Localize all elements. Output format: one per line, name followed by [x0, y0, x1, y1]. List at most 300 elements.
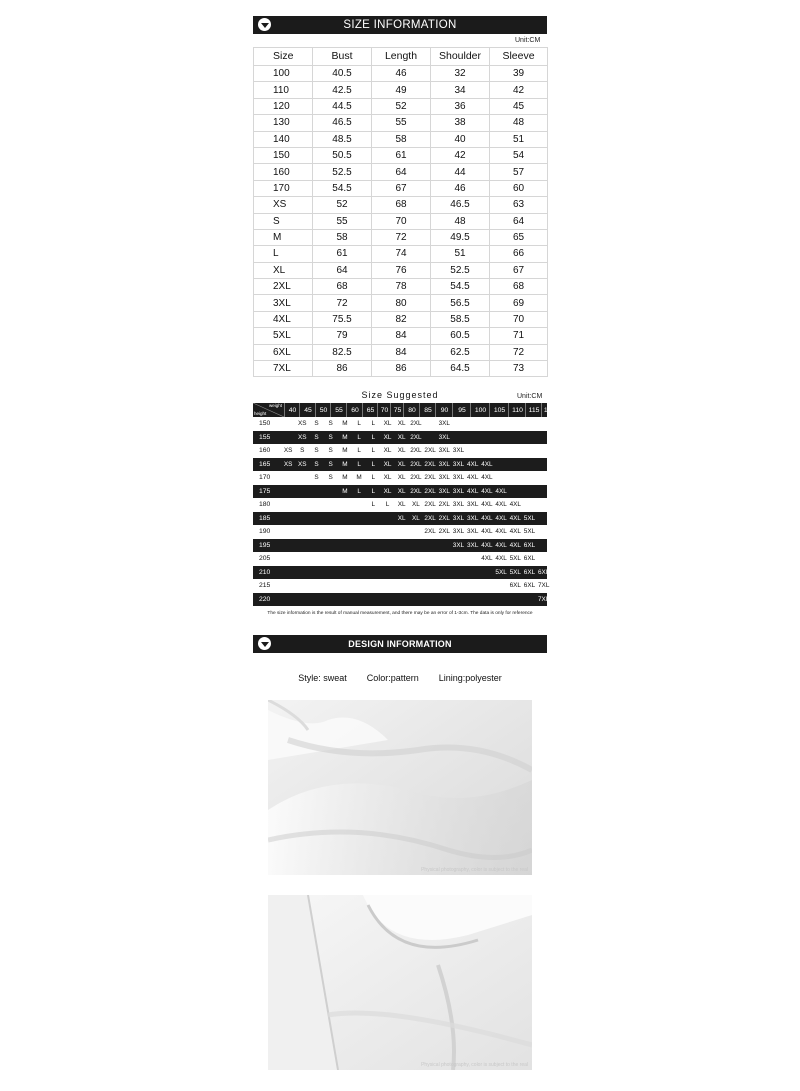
suggested-size-cell: XL: [397, 420, 406, 428]
table-cell: 34: [431, 82, 490, 98]
height-row: [253, 552, 547, 566]
suggested-size-cell: L: [371, 420, 376, 428]
suggested-size-cell: L: [371, 447, 376, 455]
table-cell: 6XL: [254, 344, 313, 360]
suggested-size-cell: 3XL: [438, 487, 450, 495]
column-header: Size: [254, 48, 313, 66]
corner-height-label: height: [254, 411, 267, 416]
suggested-size-cell: L: [371, 460, 376, 468]
table-cell: 82.5: [313, 344, 372, 360]
weight-column-header: 65: [362, 403, 378, 417]
table-cell: 160: [254, 164, 313, 180]
suggested-size-cell: 4XL: [495, 555, 507, 563]
size-information-header: [253, 16, 547, 34]
weight-column-header: 115: [525, 403, 542, 417]
table-cell: 58: [372, 131, 431, 147]
table-cell: 52: [372, 98, 431, 114]
weight-column-header: 90: [435, 403, 453, 417]
table-cell: 51: [490, 131, 548, 147]
suggested-size-cell: XS: [283, 460, 293, 468]
height-label: 180: [259, 501, 271, 509]
corner-weight-label: weight: [268, 403, 282, 408]
suggested-size-cell: 7XL: [538, 595, 550, 603]
table-cell: M: [254, 229, 313, 245]
suggested-size-cell: 2XL: [410, 433, 422, 441]
height-row: [253, 485, 547, 499]
style-attribute: Style: sweat: [298, 673, 347, 683]
suggested-size-cell: 3XL: [452, 514, 465, 522]
table-cell: 86: [372, 361, 431, 377]
height-label: 210: [259, 568, 271, 576]
weight-column-header: 95: [452, 403, 471, 417]
table-cell: XS: [254, 197, 313, 213]
table-cell: 76: [372, 262, 431, 278]
table-row: [254, 82, 548, 98]
weight-column-header: 70: [377, 403, 391, 417]
table-row: [254, 147, 548, 163]
suggested-size-cell: 4XL: [467, 487, 479, 495]
table-header-row: [254, 48, 548, 66]
suggested-size-cell: 3XL: [438, 474, 450, 482]
table-cell: 72: [490, 344, 548, 360]
height-label: 215: [259, 582, 271, 590]
design-attributes: [253, 673, 547, 683]
fabric-photo-1-image: [268, 700, 532, 875]
suggested-size-cell: 4XL: [509, 541, 521, 549]
suggested-size-cell: L: [357, 433, 361, 441]
table-cell: 120: [254, 98, 313, 114]
suggested-size-cell: XL: [397, 501, 406, 509]
suggested-size-cell: 2XL: [424, 501, 436, 509]
table-cell: 46.5: [313, 115, 372, 131]
suggested-size-cell: 4XL: [481, 514, 493, 522]
suggested-size-cell: 4XL: [481, 528, 493, 536]
weight-column-header: 40: [284, 403, 300, 417]
suggested-size-cell: M: [342, 420, 348, 428]
suggested-size-cell: XL: [397, 460, 406, 468]
weight-column-header: 50: [315, 403, 331, 417]
suggested-size-cell: 6XL: [538, 568, 550, 576]
table-cell: 2XL: [254, 279, 313, 295]
table-row: [254, 295, 548, 311]
suggested-size-cell: 2XL: [438, 528, 450, 536]
column-header: Shoulder: [431, 48, 490, 66]
suggested-size-cell: L: [371, 487, 376, 495]
suggested-size-cell: 3XL: [452, 474, 465, 482]
table-cell: 71: [490, 328, 548, 344]
table-row: [254, 180, 548, 196]
suggested-size-cell: L: [385, 501, 390, 509]
section-title: DESIGN INFORMATION: [348, 639, 452, 649]
height-label: 220: [259, 595, 271, 603]
table-cell: 63: [490, 197, 548, 213]
suggested-size-cell: 2XL: [424, 460, 436, 468]
table-cell: 60: [490, 180, 548, 196]
table-cell: 170: [254, 180, 313, 196]
suggested-size-cell: 4XL: [481, 555, 493, 563]
table-cell: 3XL: [254, 295, 313, 311]
table-cell: 38: [431, 115, 490, 131]
suggested-size-cell: 4XL: [509, 501, 521, 509]
suggested-size-cell: 5XL: [523, 528, 536, 536]
table-row: [254, 197, 548, 213]
suggested-unit-label: Unit:CM: [517, 393, 543, 400]
suggested-size-cell: S: [328, 474, 333, 482]
suggested-size-cell: XS: [298, 460, 307, 468]
table-cell: 7XL: [254, 361, 313, 377]
table-cell: 45: [490, 98, 548, 114]
table-cell: 50.5: [313, 147, 372, 163]
table-cell: 42.5: [313, 82, 372, 98]
suggested-size-cell: 4XL: [509, 514, 521, 522]
table-row: [254, 229, 548, 245]
suggested-size-cell: XL: [397, 447, 406, 455]
table-row: [254, 344, 548, 360]
suggested-size-cell: 2XL: [438, 514, 450, 522]
suggested-size-cell: L: [357, 447, 361, 455]
suggested-size-cell: 3XL: [452, 487, 465, 495]
table-cell: 46.5: [431, 197, 490, 213]
suggested-size-cell: 2XL: [424, 487, 436, 495]
suggested-size-cell: 5XL: [509, 568, 521, 576]
table-row: [254, 66, 548, 82]
weight-column-header: 55: [330, 403, 347, 417]
table-cell: 49: [372, 82, 431, 98]
height-row: [253, 444, 547, 458]
suggested-size-cell: 3XL: [452, 528, 465, 536]
suggested-size-cell: M: [342, 487, 348, 495]
suggested-size-cell: S: [328, 433, 333, 441]
table-cell: 69: [490, 295, 548, 311]
height-label: 155: [259, 433, 271, 441]
weight-column-header: 120: [541, 403, 557, 417]
suggested-size-cell: 7XL: [538, 582, 550, 590]
table-cell: 39: [490, 66, 548, 82]
table-cell: 100: [254, 66, 313, 82]
suggested-size-cell: XL: [397, 474, 406, 482]
suggested-size-cell: 3XL: [452, 460, 465, 468]
table-cell: 42: [431, 147, 490, 163]
suggested-size-cell: 2XL: [424, 474, 436, 482]
table-cell: 65: [490, 229, 548, 245]
suggested-size-cell: 3XL: [452, 541, 465, 549]
height-row: [253, 431, 547, 445]
height-label: 160: [259, 447, 271, 455]
color-attribute: Color:pattern: [366, 673, 419, 683]
table-cell: 130: [254, 115, 313, 131]
column-header: Length: [372, 48, 431, 66]
table-row: [254, 361, 548, 377]
table-cell: 54: [490, 147, 548, 163]
suggested-size-cell: 2XL: [424, 514, 436, 522]
table-cell: 58: [313, 229, 372, 245]
suggested-size-cell: XL: [383, 487, 392, 495]
suggested-size-cell: XL: [383, 433, 392, 441]
suggested-size-cell: XL: [383, 474, 392, 482]
suggested-size-cell: 3XL: [467, 541, 479, 549]
suggested-size-cell: 5XL: [495, 568, 507, 576]
table-cell: 67: [372, 180, 431, 196]
photo-caption: Physical photography, color is subject to the real: [421, 1062, 528, 1068]
suggested-size-cell: M: [342, 433, 348, 441]
suggested-size-cell: 3XL: [467, 501, 479, 509]
table-cell: 68: [372, 197, 431, 213]
table-cell: 110: [254, 82, 313, 98]
table-cell: 70: [372, 213, 431, 229]
table-row: [254, 213, 548, 229]
suggested-size-cell: S: [300, 447, 305, 455]
table-cell: 36: [431, 98, 490, 114]
suggested-size-cell: 4XL: [495, 528, 507, 536]
suggested-size-cell: 2XL: [438, 501, 450, 509]
height-row: [253, 471, 547, 485]
suggested-size-cell: 2XL: [424, 528, 436, 536]
suggested-size-cell: 4XL: [509, 528, 521, 536]
suggested-size-cell: S: [328, 460, 333, 468]
table-cell: S: [254, 213, 313, 229]
table-cell: 48: [490, 115, 548, 131]
table-cell: 57: [490, 164, 548, 180]
column-header: Sleeve: [490, 48, 548, 66]
table-cell: 64.5: [431, 361, 490, 377]
suggested-size-cell: 4XL: [481, 474, 493, 482]
suggested-size-cell: 6XL: [523, 555, 536, 563]
suggested-size-cell: XS: [298, 420, 307, 428]
suggested-size-cell: S: [314, 460, 319, 468]
table-cell: 70: [490, 311, 548, 327]
table-cell: 55: [313, 213, 372, 229]
height-row: [253, 417, 547, 431]
table-row: [254, 164, 548, 180]
suggested-size-cell: S: [314, 420, 319, 428]
height-row: [253, 525, 547, 539]
height-row: [253, 458, 547, 472]
weight-column-header: 110: [508, 403, 526, 417]
table-cell: 32: [431, 66, 490, 82]
suggested-size-cell: L: [357, 487, 361, 495]
suggested-size-cell: 6XL: [523, 568, 536, 576]
table-cell: 58.5: [431, 311, 490, 327]
table-cell: 40: [431, 131, 490, 147]
table-cell: 78: [372, 279, 431, 295]
chevron-down-circle-icon: [258, 637, 271, 650]
height-label: 150: [259, 420, 271, 428]
suggested-size-cell: 3XL: [438, 447, 450, 455]
height-row: [253, 539, 547, 553]
height-label: 175: [259, 487, 271, 495]
chevron-down-circle-icon: [258, 18, 271, 31]
height-label: 190: [259, 528, 271, 536]
lining-attribute: Lining:polyester: [438, 673, 502, 683]
suggested-size-cell: XL: [383, 420, 392, 428]
table-cell: 84: [372, 328, 431, 344]
table-cell: 72: [313, 295, 372, 311]
suggested-size-cell: 4XL: [495, 501, 507, 509]
suggested-size-cell: M: [342, 447, 348, 455]
suggested-size-cell: 2XL: [410, 487, 422, 495]
unit-label: Unit:CM: [515, 37, 541, 44]
suggested-size-cell: 2XL: [410, 420, 422, 428]
table-cell: 79: [313, 328, 372, 344]
height-label: 165: [259, 460, 271, 468]
suggested-size-cell: 4XL: [495, 541, 507, 549]
suggested-size-cell: 5XL: [523, 514, 536, 522]
table-cell: 73: [490, 361, 548, 377]
suggested-size-cell: 2XL: [410, 474, 422, 482]
table-cell: 82: [372, 311, 431, 327]
table-cell: 67: [490, 262, 548, 278]
height-row: [253, 512, 547, 526]
table-cell: 64: [372, 164, 431, 180]
table-row: [254, 262, 548, 278]
suggested-size-cell: L: [357, 420, 361, 428]
table-cell: 40.5: [313, 66, 372, 82]
table-cell: 68: [490, 279, 548, 295]
table-cell: 54.5: [313, 180, 372, 196]
suggested-size-cell: S: [314, 433, 319, 441]
table-cell: 86: [313, 361, 372, 377]
suggested-size-cell: 3XL: [438, 460, 450, 468]
suggested-size-cell: 4XL: [495, 487, 507, 495]
suggested-size-cell: 4XL: [467, 474, 479, 482]
weight-column-header: 75: [390, 403, 404, 417]
suggested-size-cell: M: [342, 474, 348, 482]
suggested-size-cell: 3XL: [438, 420, 450, 428]
suggested-size-cell: 2XL: [410, 447, 422, 455]
weight-column-header: 45: [299, 403, 316, 417]
table-cell: 66: [490, 246, 548, 262]
suggested-size-cell: 6XL: [523, 582, 536, 590]
table-row: [254, 328, 548, 344]
table-cell: 84: [372, 344, 431, 360]
table-cell: L: [254, 246, 313, 262]
suggested-size-cell: 5XL: [509, 555, 521, 563]
table-cell: 64: [313, 262, 372, 278]
suggested-size-cell: XL: [383, 447, 392, 455]
table-cell: 51: [431, 246, 490, 262]
height-row: [253, 566, 550, 580]
table-cell: 52: [313, 197, 372, 213]
table-cell: XL: [254, 262, 313, 278]
table-cell: 60.5: [431, 328, 490, 344]
weight-header-row: [253, 403, 556, 417]
suggested-size-cell: XL: [397, 487, 406, 495]
suggested-size-cell: 2XL: [424, 447, 436, 455]
table-row: [254, 279, 548, 295]
suggested-size-cell: L: [371, 501, 376, 509]
design-information-header: [253, 635, 547, 653]
table-cell: 56.5: [431, 295, 490, 311]
suggested-size-cell: XL: [411, 501, 420, 509]
suggested-size-cell: L: [357, 460, 361, 468]
height-label: 205: [259, 555, 271, 563]
size-suggestion-grid: [253, 403, 556, 606]
fabric-photo-2: [268, 895, 532, 1070]
table-cell: 61: [313, 246, 372, 262]
fabric-photo-2-image: [268, 895, 532, 1070]
suggested-size-cell: L: [371, 474, 376, 482]
table-row: [254, 98, 548, 114]
suggested-size-cell: XS: [298, 433, 307, 441]
table-cell: 150: [254, 147, 313, 163]
size-table: [253, 47, 548, 377]
suggested-size-cell: 4XL: [467, 460, 479, 468]
weight-column-header: 105: [489, 403, 509, 417]
suggested-size-cell: 4XL: [481, 501, 493, 509]
table-cell: 80: [372, 295, 431, 311]
suggested-size-cell: XL: [411, 514, 420, 522]
size-suggested-title: Size Suggested: [361, 390, 439, 400]
suggested-size-cell: 4XL: [481, 487, 493, 495]
suggested-size-cell: XS: [283, 447, 293, 455]
table-cell: 48: [431, 213, 490, 229]
table-cell: 68: [313, 279, 372, 295]
table-cell: 49.5: [431, 229, 490, 245]
height-row: [253, 498, 547, 512]
suggested-size-cell: 4XL: [481, 541, 493, 549]
table-row: [254, 115, 548, 131]
table-cell: 44: [431, 164, 490, 180]
table-cell: 4XL: [254, 311, 313, 327]
suggested-size-cell: 3XL: [438, 433, 450, 441]
column-header: Bust: [313, 48, 372, 66]
height-row: [253, 579, 550, 593]
table-cell: 44.5: [313, 98, 372, 114]
table-cell: 75.5: [313, 311, 372, 327]
suggested-size-cell: 3XL: [467, 514, 479, 522]
table-cell: 46: [372, 66, 431, 82]
table-cell: 52.5: [431, 262, 490, 278]
table-row: [254, 131, 548, 147]
table-cell: 48.5: [313, 131, 372, 147]
suggested-size-cell: 2XL: [410, 460, 422, 468]
weight-column-header: 100: [470, 403, 490, 417]
suggested-size-cell: S: [314, 474, 319, 482]
weight-column-header: 80: [403, 403, 420, 417]
photo-caption: Physical photography, color is subject to the real: [421, 867, 528, 873]
suggested-size-cell: 4XL: [495, 514, 507, 522]
grid-corner: [253, 403, 284, 417]
suggested-size-cell: M: [342, 460, 348, 468]
table-cell: 42: [490, 82, 548, 98]
table-cell: 140: [254, 131, 313, 147]
section-title: SIZE INFORMATION: [343, 19, 457, 31]
height-row: [253, 593, 550, 607]
table-cell: 52.5: [313, 164, 372, 180]
suggested-size-cell: 6XL: [523, 541, 536, 549]
table-cell: 64: [490, 213, 548, 229]
suggested-size-cell: 3XL: [452, 447, 465, 455]
table-cell: 54.5: [431, 279, 490, 295]
measurement-note: The size information is the result of manual measurement, and there may be an error of 1-3cm. The data is only for reference: [267, 611, 533, 616]
height-label: 195: [259, 541, 271, 549]
fabric-photo-1: [268, 700, 532, 875]
table-row: [254, 246, 548, 262]
table-cell: 55: [372, 115, 431, 131]
table-cell: 62.5: [431, 344, 490, 360]
height-label: 185: [259, 514, 271, 522]
suggested-size-cell: 4XL: [481, 460, 493, 468]
suggested-size-cell: 3XL: [467, 528, 479, 536]
suggested-size-cell: 6XL: [509, 582, 521, 590]
suggested-size-cell: XL: [397, 514, 406, 522]
table-cell: 5XL: [254, 328, 313, 344]
height-label: 170: [259, 474, 271, 482]
suggested-size-cell: S: [328, 447, 333, 455]
weight-column-header: 60: [346, 403, 363, 417]
suggested-size-cell: 3XL: [452, 501, 465, 509]
table-cell: 46: [431, 180, 490, 196]
